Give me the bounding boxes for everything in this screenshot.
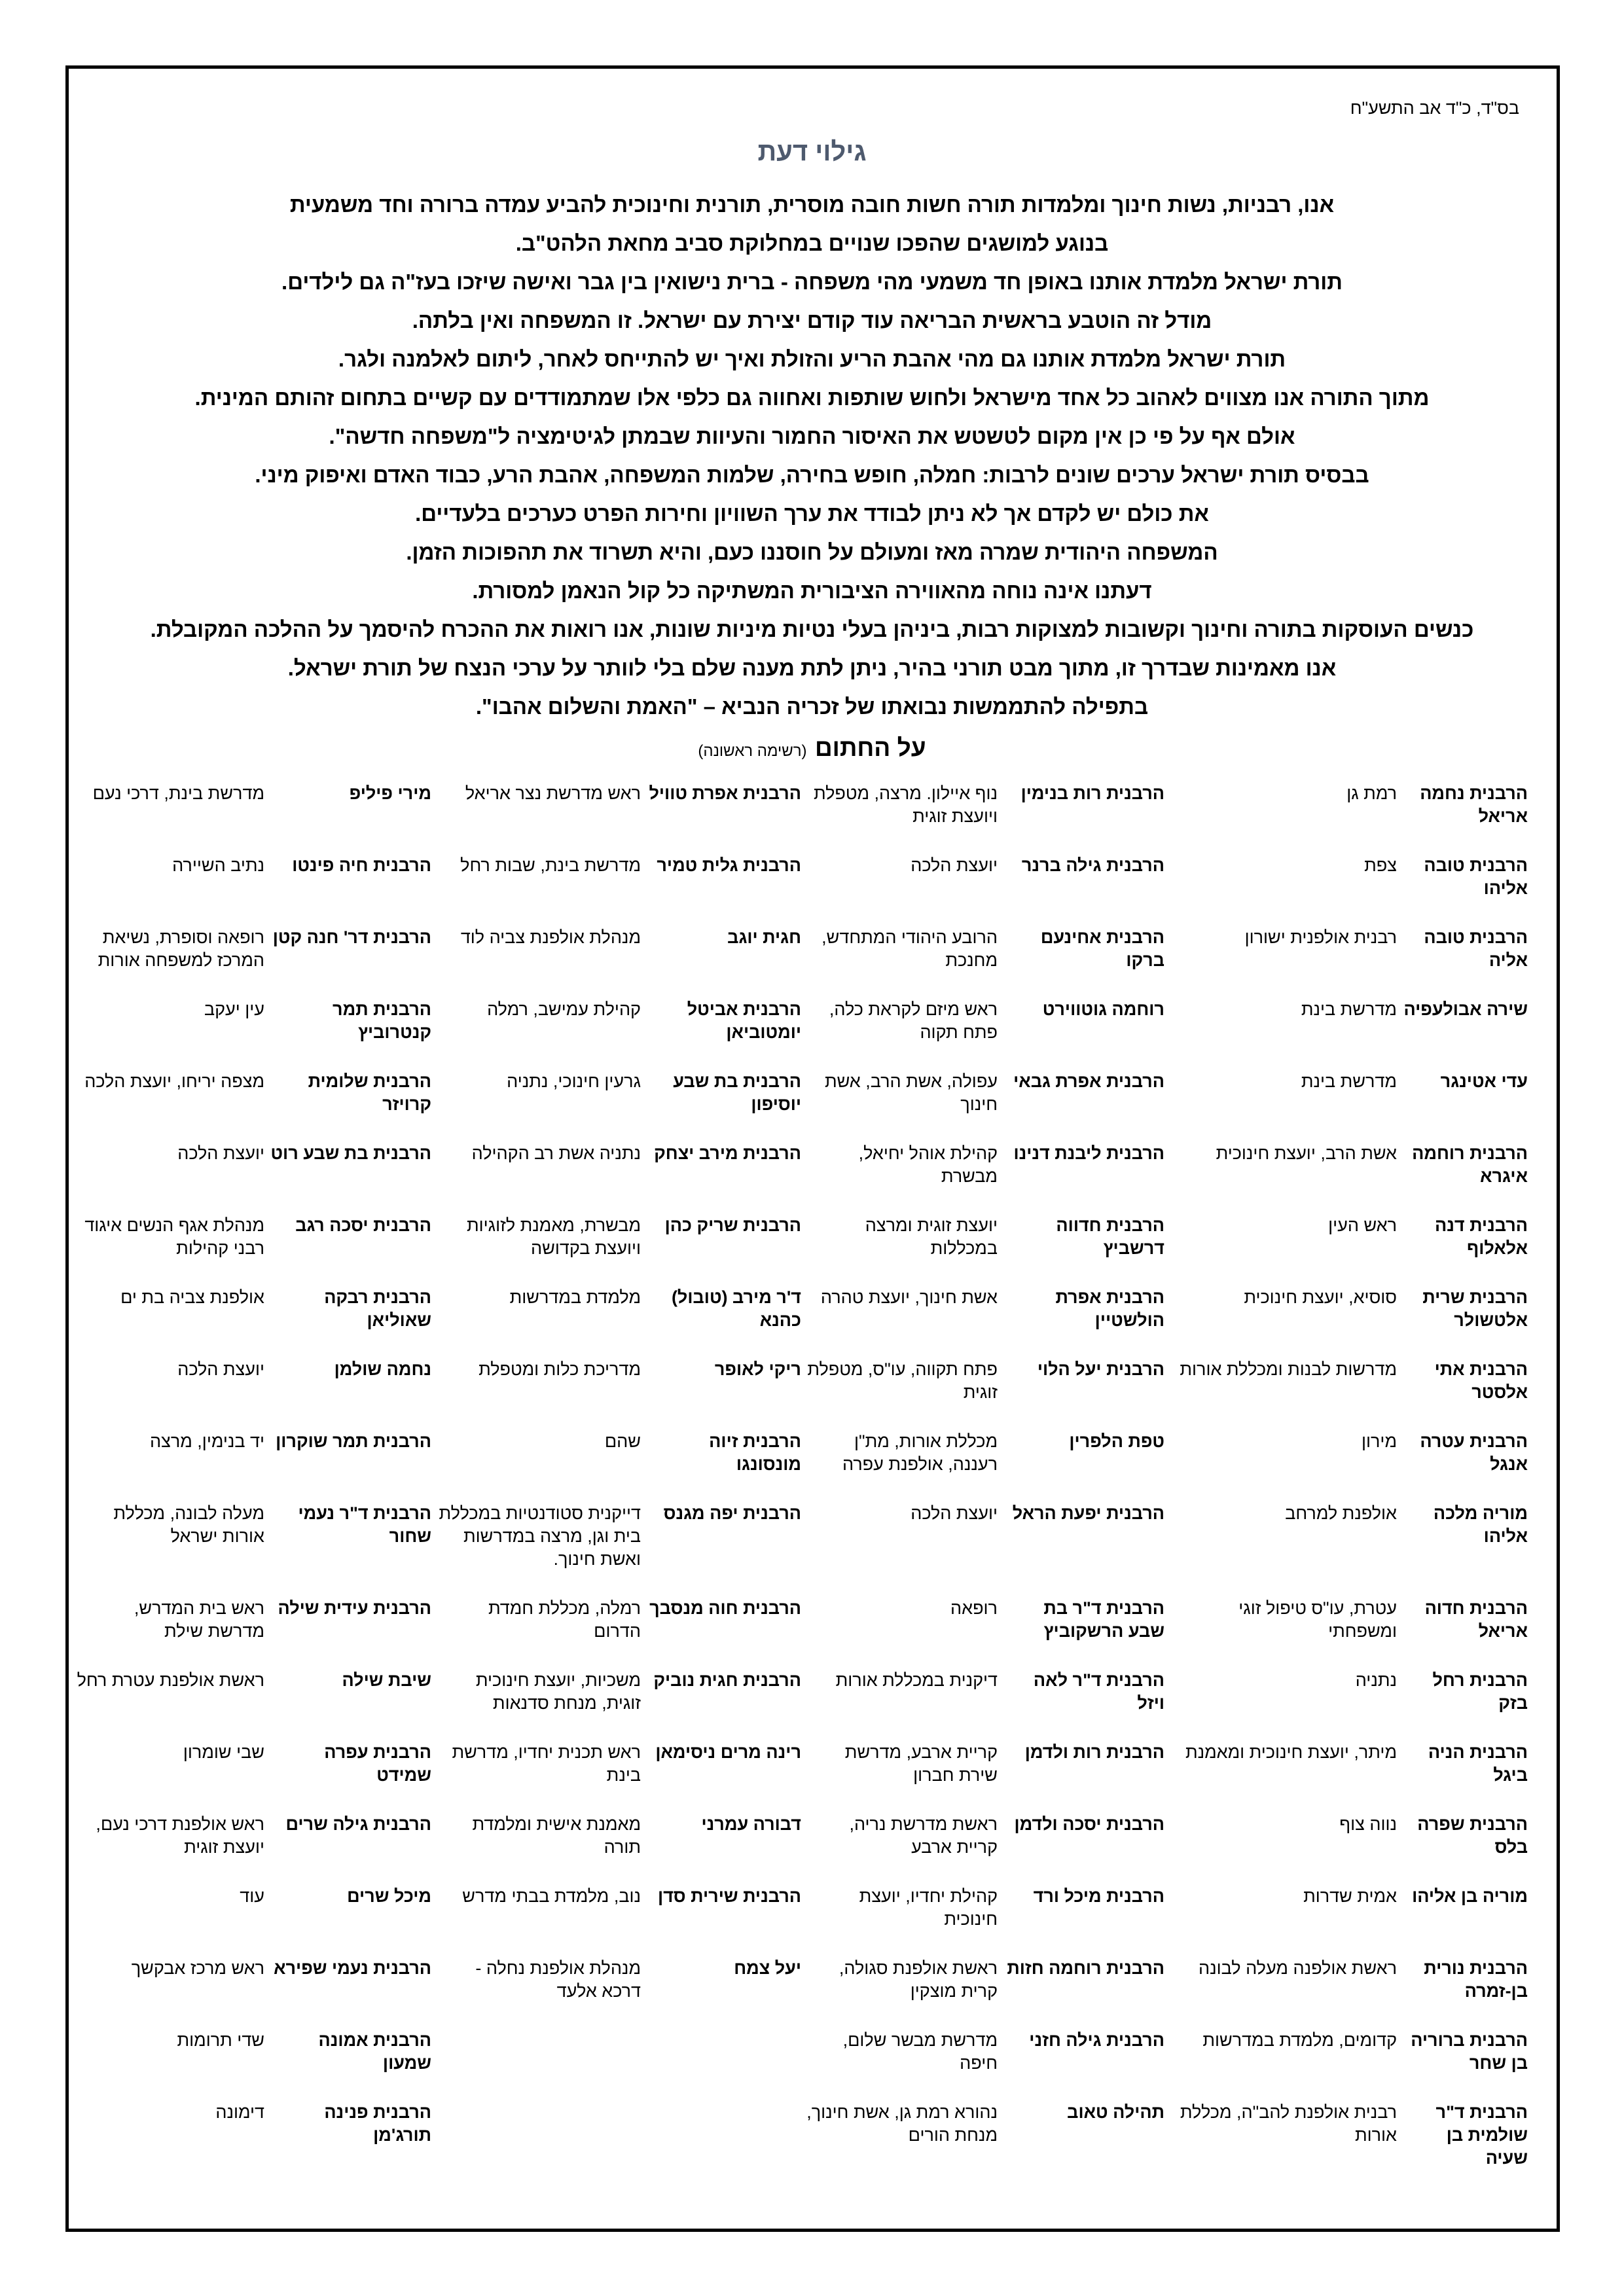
statement-line: אנו, רבניות, נשות חינוך ומלמדות תורה חשות חובה מוסרית, תורנית וחינוכית להביע עמדה ברורה וחד משמעית xyxy=(289,192,1335,217)
signatory-affiliation: מדרשת בינת xyxy=(1301,999,1397,1019)
signatory-row xyxy=(71,1070,1530,1142)
signatory-name: הרבנית רוחמה איגרא xyxy=(1412,1143,1528,1186)
statement-line: מודל זה הוטבע בראשית הבריאה עוד קודם יצירת עם ישראל. זו המשפחה ואין בלתה. xyxy=(412,308,1212,332)
document-date: בס"ד, כ"ד אב התשע"ח xyxy=(1350,98,1519,118)
signatory-affiliation: מנהלת אגף הנשים איגוד רבני קהילות xyxy=(84,1215,264,1258)
document-title: גילוי דעת xyxy=(757,137,867,166)
signatory-affiliation: צפת xyxy=(1364,855,1397,875)
signatory-row xyxy=(71,1885,1530,1957)
signatory-affiliation: מעלה לבונה, מכללת אורות ישראל xyxy=(113,1503,264,1546)
signatory-name: מירי פיליפ xyxy=(349,783,431,803)
signatory-affiliation: קדומים, מלמדת במדרשות xyxy=(1202,2030,1397,2050)
signatory-name: מוריה מלכה אליהו xyxy=(1433,1503,1528,1546)
signatory-name: הרבנית אביטל יומטוביאן xyxy=(687,999,801,1042)
signatory-name: מוריה בן אליהו xyxy=(1412,1886,1528,1906)
signatory-name: הרבנית רות בנימין xyxy=(1020,783,1164,803)
signatory-affiliation: מכללת אורות, מת"ן רעננה, אולפנת עפרה xyxy=(842,1431,998,1474)
signatory-row xyxy=(71,1813,1530,1885)
signatory-name: הרבנית עידית שילה xyxy=(278,1598,431,1618)
signatory-affiliation: ראשת אולפנת עטרת רחל xyxy=(77,1670,264,1690)
signatory-name: הרבנית חדוה אריאל xyxy=(1424,1598,1528,1641)
statement-line: כנשים העוסקות בתורה וחינוך וקשובות למצוקות רבות, ביניהן בעלי נטיות מיניות שונות, אנו רואות את ההכרח להיסמך על ההלכה המקובלת. xyxy=(150,617,1474,641)
signatory-affiliation: מדרשת בינת, שבות רחל xyxy=(460,855,641,875)
signatory-affiliation: אולפנת למרחב xyxy=(1285,1503,1397,1523)
signatory-name: הרבנית יסכה רגב xyxy=(295,1215,431,1235)
signatory-affiliation: נהורא רמת גן, אשת חינוך, מנחת הורים xyxy=(806,2102,998,2145)
signatory-name: הרבנית שירית סדן xyxy=(657,1886,801,1906)
signatory-affiliation: מיתר, יועצת חינוכית ומאמנת xyxy=(1185,1742,1397,1762)
signatory-name: חגית יוגב xyxy=(727,927,801,947)
signatory-name: הרבנית חדווה דרשביץ xyxy=(1056,1215,1164,1258)
signatory-affiliation: יועצת הלכה xyxy=(177,1359,264,1379)
signatory-name: הרבנית שרית אלטשולר xyxy=(1422,1287,1528,1330)
signatory-name: הרבנית רבקה שאוליאן xyxy=(324,1287,431,1330)
signatory-affiliation: ראשת מדרשת נריה, קריית ארבע xyxy=(849,1814,998,1857)
signatory-name xyxy=(643,2029,804,2101)
signatory-affiliation: מדרשת מבשר שלום, חיפה xyxy=(842,2030,998,2073)
signatory-affiliation: ראש מיזם לקראת כלה, פתח תקוה xyxy=(829,999,998,1042)
signatory-name: הרבנית גילה חזני xyxy=(1029,2030,1164,2050)
signatory-name: הרבנית דנה אלאלוף xyxy=(1434,1215,1528,1258)
statement-body xyxy=(98,185,1526,726)
signatory-name xyxy=(643,2101,804,2173)
signatory-affiliation: עוד xyxy=(240,1886,264,1906)
signatory-affiliation: עפולה, אשת הרב, אשת חינוך xyxy=(824,1071,998,1114)
signatory-affiliation: קהילת יחדיו, יועצת חינוכית xyxy=(859,1886,998,1929)
signatory-name: הרבנית מיכל ורד xyxy=(1033,1886,1164,1906)
signatory-name: הרבנית רוחמה חזות xyxy=(1007,1958,1164,1978)
signatory-affiliation: רופאה xyxy=(950,1598,998,1618)
signatories-title: על החתום xyxy=(815,734,926,761)
signatory-name: תהילה טאוב xyxy=(1067,2102,1164,2122)
signatory-name: הרבנית ליבנת דנינו xyxy=(1013,1143,1164,1163)
signatory-row xyxy=(71,998,1530,1070)
signatory-affiliation: יועצת הלכה xyxy=(177,1143,264,1163)
signatory-affiliation: קהילת עמישב, רמלה xyxy=(487,999,641,1019)
signatory-row xyxy=(71,1597,1530,1669)
signatories-heading xyxy=(0,734,1624,762)
signatory-name: רוחמה גוטווירט xyxy=(1042,999,1164,1019)
signatory-affiliation: יועצת זוגית ומרצה במכללות xyxy=(865,1215,998,1258)
signatory-name: הרבנית אחינעם ברקו xyxy=(1040,927,1164,970)
signatory-name: יעל צמח xyxy=(734,1958,801,1978)
signatory-name: שירה אבולעפיה xyxy=(1403,999,1528,1019)
signatory-affiliation: אשת חינוך, יועצת טהרה xyxy=(820,1287,998,1307)
signatory-affiliation: רבנית אולפנית ישורון xyxy=(1244,927,1397,947)
statement-line: דעתנו אינה נוחה מהאווירה הציבורית המשתיקה כל קול הנאמן למסורת. xyxy=(472,579,1152,603)
signatory-name: הרבנית יסכה ולדמן xyxy=(1014,1814,1164,1834)
signatory-row xyxy=(71,1142,1530,1214)
signatory-affiliation: מדרשת בינת, דרכי נעם xyxy=(92,783,264,803)
signatory-affiliation: מדרשות לבנות ומכללת אורות xyxy=(1180,1359,1397,1379)
signatory-name: הרבנית נורית בן-זמרה xyxy=(1424,1958,1528,2001)
signatory-affiliation: רמת גן xyxy=(1346,783,1397,803)
signatory-name: הרבנית אתי אלסטר xyxy=(1434,1359,1528,1402)
signatory-affiliation: אמית שדרות xyxy=(1303,1886,1397,1906)
signatory-affiliation xyxy=(434,2029,643,2101)
signatory-row xyxy=(71,1502,1530,1597)
signatory-affiliation: ראש העין xyxy=(1328,1215,1397,1235)
signatory-name: הרבנית אפרת הולשטיין xyxy=(1055,1287,1164,1330)
signatory-name: הרבנית רות ולדמן xyxy=(1024,1742,1164,1762)
signatory-name: הרבנית עפרה שמידט xyxy=(324,1742,431,1785)
signatory-affiliation: נווה צוף xyxy=(1339,1814,1397,1834)
signatory-affiliation: מבשרת, מאמנת לזוגיות ויועצת בקדושה xyxy=(466,1215,641,1258)
signatory-name: הרבנית ד"ר נעמי שחור xyxy=(298,1503,431,1546)
signatory-affiliation: דייקנית סטודנטיות במכללת בית וגן, מרצה במדרשות ואשת חינוך. xyxy=(439,1503,641,1569)
signatory-row xyxy=(71,1741,1530,1813)
signatory-affiliation: מדרשת בינת xyxy=(1301,1071,1397,1091)
signatory-name: הרבנית נעמי שפירא xyxy=(274,1958,431,1978)
signatory-affiliation: עטרת, עו"ס טיפול זוגי ומשפחתי xyxy=(1238,1598,1397,1641)
signatory-name: טפת הלפרין xyxy=(1069,1431,1164,1451)
signatory-name: הרבנית רחל בזק xyxy=(1432,1670,1528,1713)
signatory-name: הרבנית עטרה אנגל xyxy=(1420,1431,1528,1474)
signatory-affiliation: עין יעקב xyxy=(204,999,264,1019)
signatory-row xyxy=(71,1957,1530,2029)
signatory-affiliation: ראש תכנית יחדיו, מדרשת בינת xyxy=(452,1742,641,1785)
signatory-affiliation: ראשת אולפנת סגולה, קרית מוצקין xyxy=(839,1958,998,2001)
signatory-name: הרבנית שלומית קרויזר xyxy=(308,1071,431,1114)
signatory-affiliation: ראש מרכז אבקשך xyxy=(131,1958,264,1978)
signatory-row xyxy=(71,1669,1530,1741)
signatory-affiliation: קריית ארבע, מדרשת שירת חברון xyxy=(844,1742,998,1785)
signatory-row xyxy=(71,926,1530,998)
signatory-row xyxy=(71,1430,1530,1502)
signatory-affiliation: פתח תקווה, עו"ס, מטפלת זוגית xyxy=(807,1359,998,1402)
signatory-name: עדי אטינגר xyxy=(1440,1071,1528,1091)
signatory-name: הרבנית דר' חנה קטן xyxy=(272,927,431,947)
signatories-note: (רשימה ראשונה) xyxy=(698,742,807,760)
signatory-name: הרבנית אפרת טוויל xyxy=(649,783,801,803)
statement-line: בבסיס תורת ישראל ערכים שונים לרבות: חמלה, חופש בחירה, שלמות המשפחה, אהבת הרע, כבוד האדם ואיפוק מיני. xyxy=(255,463,1369,487)
signatory-affiliation: גרעין חינוכי, נתניה xyxy=(507,1071,641,1091)
statement-line: בתפילה להתממשות נבואתו של זכריה הנביא – "האמת והשלום אהבו". xyxy=(475,694,1149,719)
signatory-affiliation: אולפנת צביה בת ים xyxy=(120,1287,264,1307)
signatory-name: הרבנית חוה מנסבך xyxy=(649,1598,801,1618)
statement-line: בנוגע למושגים שהפכו שנויים במחלוקת סביב מחאת הלהט"ב. xyxy=(515,231,1109,255)
signatory-affiliation: שהם xyxy=(604,1431,641,1451)
signatory-affiliation: מנהלת אולפנת צביה לוד xyxy=(460,927,641,947)
signatory-affiliation: מנהלת אולפנת נחלה - דרכא אלעד xyxy=(475,1958,641,2001)
signatory-affiliation: רמלה, מכללת חמדת הדרום xyxy=(488,1598,641,1641)
signatory-row xyxy=(71,1358,1530,1430)
statement-line: מתוך התורה אנו מצווים לאהוב כל אחד מישראל ולחוש שותפות ואחווה גם כלפי אלו שמתמודדים עם קשיים בתחום זהותם המינית. xyxy=(194,386,1430,410)
signatories-table xyxy=(71,782,1530,2173)
signatory-affiliation: רבנית אולפנת להב"ה, מכללת אורות xyxy=(1180,2102,1397,2145)
signatory-name: הרבנית גילה שרים xyxy=(285,1814,431,1834)
signatory-affiliation: אשת הרב, יועצת חינוכית xyxy=(1216,1143,1397,1163)
signatory-affiliation: נוף איילון. מרצה, מטפלת ויועצת זוגית xyxy=(813,783,998,826)
signatory-affiliation: יד בנימין, מרצה xyxy=(150,1431,264,1451)
signatory-name: הרבנית ד"ר בת שבע הרשקוביץ xyxy=(1043,1598,1164,1641)
signatory-row xyxy=(71,1286,1530,1358)
signatory-affiliation: נתניה אשת רב הקהילה xyxy=(471,1143,641,1163)
signatory-name: מיכל שרים xyxy=(347,1886,431,1906)
statement-line: את כולם יש לקדם אך לא ניתן לבודד את ערך השוויון וחירות הפרט כערכים בלעדיים. xyxy=(415,501,1209,526)
signatory-row xyxy=(71,1214,1530,1286)
signatory-affiliation: מדריכת כלות ומטפלת xyxy=(478,1359,641,1379)
signatory-name: הרבנית בת שבע יוסיפון xyxy=(673,1071,801,1114)
signatory-affiliation: יועצת הלכה xyxy=(911,1503,998,1523)
signatory-name: הרבנית שריק כהן xyxy=(664,1215,801,1235)
signatory-name: ריקי לאופר xyxy=(714,1359,801,1379)
signatory-affiliation: ראש מדרשת נצר אריאל xyxy=(465,783,641,803)
statement-line: המשפחה היהודית שמרה מאז ומעולם על חוסננו כעם, והיא תשרוד את תהפוכות הזמן. xyxy=(406,540,1218,564)
signatory-affiliation: ראש אולפנת דרכי נעם, יועצת זוגית xyxy=(96,1814,264,1857)
signatory-affiliation: רופאה וסופרת, נשיאת המרכז למשפחה אורות xyxy=(98,927,264,970)
signatory-name: הרבנית אפרת גבאי xyxy=(1013,1071,1164,1091)
signatory-name: רינה מרים ניסימאן xyxy=(655,1742,801,1762)
signatory-name: שיבת שילה xyxy=(342,1670,431,1690)
signatory-name: ד'ר מירב (טובול) כהנא xyxy=(671,1287,801,1330)
signatory-name: הרבנית גלית טמיר xyxy=(657,855,801,875)
signatory-name: הרבנית נחמה אריאל xyxy=(1420,783,1528,826)
signatory-affiliation: מלמדת במדרשות xyxy=(509,1287,641,1307)
signatory-affiliation: שדי תרומות xyxy=(177,2030,264,2050)
signatory-name: הרבנית אמונה שמעון xyxy=(318,2030,431,2073)
signatory-name: דבורה עמרני xyxy=(701,1814,801,1834)
signatory-name: הרבנית ברוריה בן שחר xyxy=(1411,2030,1528,2073)
signatory-name: הרבנית חגית נוביק xyxy=(653,1670,801,1690)
signatory-affiliation: מירון xyxy=(1361,1431,1397,1451)
signatory-row xyxy=(71,854,1530,926)
signatory-name: הרבנית שפרה בלס xyxy=(1417,1814,1528,1857)
signatory-row xyxy=(71,782,1530,854)
signatory-affiliation: דימונה xyxy=(215,2102,264,2122)
signatory-name: הרבנית הניה ביגל xyxy=(1428,1742,1528,1785)
signatory-name: הרבנית תמר קנטרוביץ xyxy=(333,999,431,1042)
signatory-affiliation: נתניה xyxy=(1355,1670,1397,1690)
signatory-name: הרבנית גילה ברנר xyxy=(1021,855,1164,875)
signatory-affiliation: ראש בית המדרש, מדרשת שילת xyxy=(134,1598,264,1641)
signatory-affiliation: מאמנת אישית ומלמדת תורה xyxy=(472,1814,641,1857)
signatory-name: הרבנית מירב יצחק xyxy=(654,1143,801,1163)
signatory-affiliation: סוסיא, יועצת חינוכית xyxy=(1244,1287,1397,1307)
statement-line: אולם אף על פי כן אין מקום לטשטש את האיסור החמור והעיוות שבמתן לגיטימציה ל"משפחה חדשה". xyxy=(329,424,1295,448)
signatory-affiliation: דיקנית במכללת אורות xyxy=(835,1670,998,1690)
signatory-name: הרבנית טובה אליהו xyxy=(1424,855,1528,898)
signatory-affiliation: משכיות, יועצת חינוכית זוגית, מנחת סדנאות xyxy=(475,1670,641,1713)
signatory-name: הרבנית ד"ר שולמית בן שעיה xyxy=(1435,2102,1528,2168)
signatory-affiliation: שבי שומרון xyxy=(183,1742,264,1762)
signatory-name: נחמה שולמן xyxy=(334,1359,431,1379)
statement-line: אנו מאמינות שבדרך זו, מתוך מבט תורני בהיר, ניתן לתת מענה שלם בלי לוותר על ערכי הנצח של תורת ישראל. xyxy=(287,656,1337,680)
signatory-name: הרבנית יעל הלוי xyxy=(1037,1359,1164,1379)
signatory-name: הרבנית חיה פינטו xyxy=(292,855,431,875)
signatory-name: הרבנית בת שבע רוט xyxy=(270,1143,431,1163)
signatory-name: הרבנית טובה אליה xyxy=(1424,927,1528,970)
signatory-affiliation: נוב, מלמדת בבתי מדרש xyxy=(462,1886,641,1906)
signatory-affiliation: מצפה יריחו, יועצת הלכה xyxy=(84,1071,264,1091)
signatory-affiliation: נתיב השיירה xyxy=(172,855,264,875)
signatory-name: הרבנית זיוה מונסונגו xyxy=(709,1431,801,1474)
signatory-name: הרבנית יפה מגנס xyxy=(663,1503,801,1523)
statement-line: תורת ישראל מלמדת אותנו באופן חד משמעי מהי משפחה - ברית נישואין בין גבר ואישה שיזכו בעז"ה גם לילדים. xyxy=(281,270,1343,294)
signatory-affiliation: הרובע היהודי המתחדש, מחנכת xyxy=(821,927,998,970)
signatory-name: הרבנית יפעת הראל xyxy=(1012,1503,1164,1523)
signatory-affiliation: ראשת אולפנה מעלה לבונה xyxy=(1199,1958,1397,1978)
signatory-row xyxy=(71,2101,1530,2173)
signatory-name: הרבנית ד"ר לאה ויזל xyxy=(1033,1670,1164,1713)
statement-line: תורת ישראל מלמדת אותנו גם מהי אהבת הריע והזולת ואיך יש להתייחס לאחר, ליתום לאלמנה ולגר. xyxy=(338,347,1286,371)
signatory-name: הרבנית תמר שוקרון xyxy=(276,1431,431,1451)
signatory-name: הרבנית פנינה תורג'מן xyxy=(324,2102,431,2145)
signatory-row xyxy=(71,2029,1530,2101)
signatory-affiliation xyxy=(434,2101,643,2173)
signatory-affiliation: קהילת אוהל יחיאל, מבשרת xyxy=(858,1143,998,1186)
signatory-affiliation: יועצת הלכה xyxy=(911,855,998,875)
